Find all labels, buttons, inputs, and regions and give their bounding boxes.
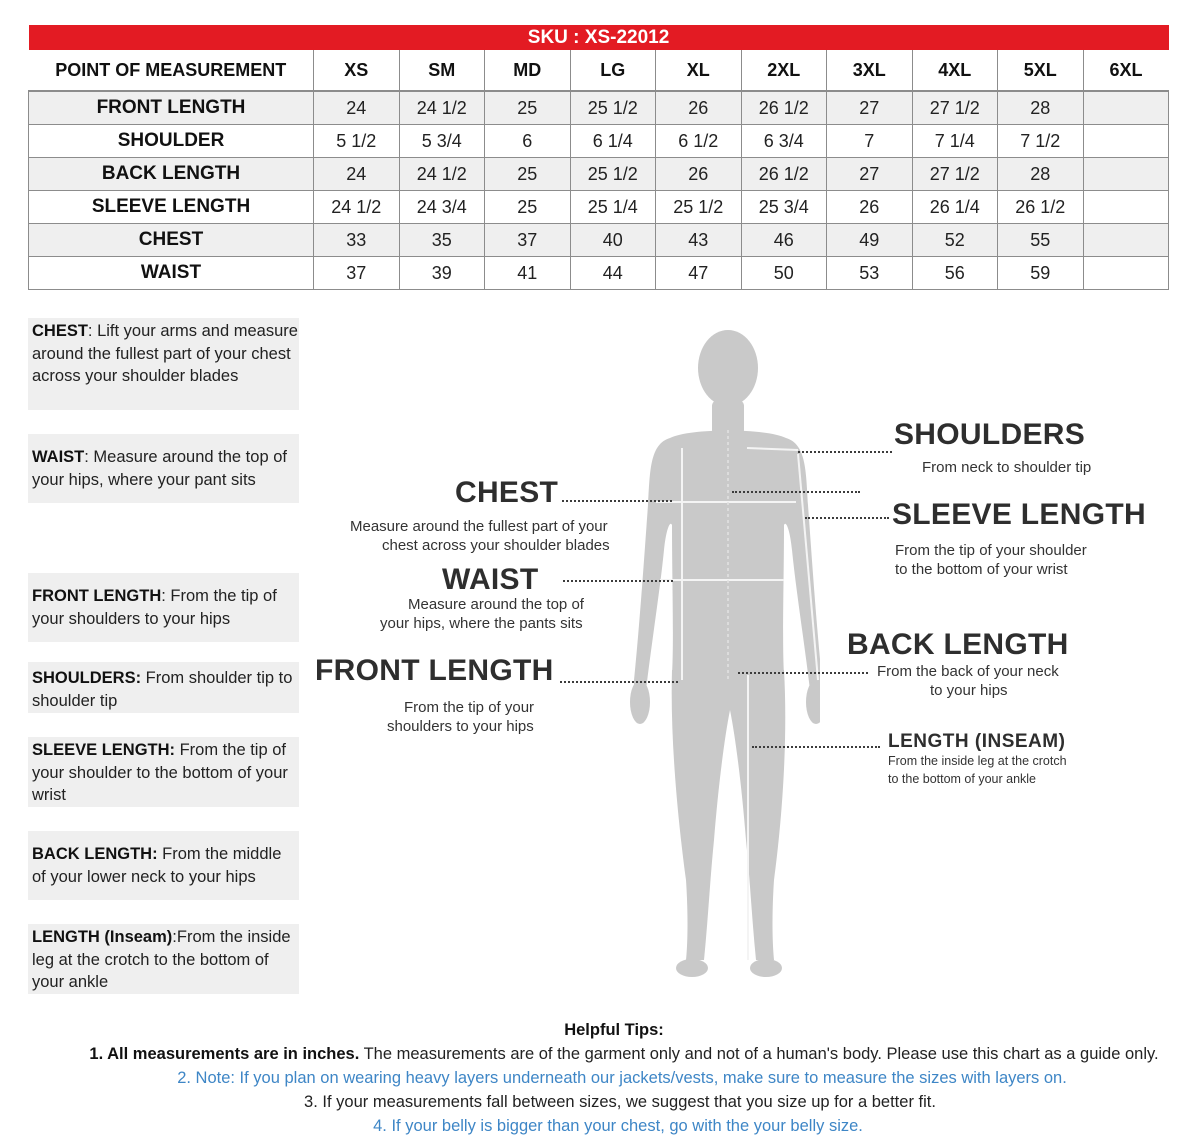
definition-text: :From the inside leg at the crotch to the bottom of your ankle [32, 928, 291, 992]
header-size: 5XL [998, 50, 1084, 91]
diagram-back-sub-1: From the back of your neck [877, 663, 1059, 680]
definition-term: SLEEVE LENGTH: [32, 741, 176, 759]
header-size: 4XL [912, 50, 998, 91]
diagram-inseam-title: LENGTH (INSEAM) [888, 731, 1066, 752]
definition-front-length [28, 573, 299, 642]
table-cell [1083, 158, 1169, 191]
diagram-chest-sub-1: Measure around the fullest part of your [350, 518, 608, 535]
table-row [29, 158, 1169, 191]
diagram-shoulders-title: SHOULDERS [894, 418, 1086, 451]
definition-text: : From the tip of your shoulders to your hips [32, 587, 277, 628]
table-cell: 56 [912, 257, 998, 290]
row-label: SLEEVE LENGTH [29, 191, 314, 224]
table-cell: 25 1/2 [570, 91, 656, 125]
definition-term: LENGTH (Inseam) [32, 928, 173, 946]
leader-line-front [560, 681, 678, 683]
table-cell: 26 1/2 [741, 91, 827, 125]
diagram-inseam-sub-1: From the inside leg at the crotch [888, 754, 1067, 768]
table-cell: 5 1/2 [314, 125, 400, 158]
table-cell [1083, 191, 1169, 224]
table-cell: 43 [656, 224, 742, 257]
table-cell: 46 [741, 224, 827, 257]
leader-line-inseam [752, 746, 880, 748]
header-size: 6XL [1083, 50, 1169, 91]
header-size: SM [399, 50, 485, 91]
definition-text: From shoulder tip to shoulder tip [32, 669, 293, 710]
table-cell: 27 [827, 91, 913, 125]
size-chart-table [28, 25, 1169, 290]
table-cell: 6 3/4 [741, 125, 827, 158]
table-cell: 6 1/2 [656, 125, 742, 158]
table-cell: 24 [314, 91, 400, 125]
table-cell: 27 1/2 [912, 91, 998, 125]
table-cell: 39 [399, 257, 485, 290]
definition-text: From the tip of your shoulder to the bottom of your wrist [32, 741, 288, 805]
header-size: MD [485, 50, 571, 91]
table-cell: 26 1/2 [998, 191, 1084, 224]
diagram-chest-title: CHEST [455, 476, 559, 509]
table-cell: 49 [827, 224, 913, 257]
header-size: 2XL [741, 50, 827, 91]
table-row [29, 91, 1169, 125]
diagram-shoulders-sub: From neck to shoulder tip [922, 459, 1092, 476]
header-point-of-measurement: POINT OF MEASUREMENT [29, 50, 314, 91]
table-cell: 25 3/4 [741, 191, 827, 224]
diagram-front-title: FRONT LENGTH [315, 654, 554, 687]
table-cell [1083, 257, 1169, 290]
table-cell: 26 1/4 [912, 191, 998, 224]
table-cell: 26 [656, 91, 742, 125]
leader-line-waist [563, 580, 673, 582]
tips-title: Helpful Tips: [564, 1021, 664, 1039]
table-cell: 41 [485, 257, 571, 290]
table-row [29, 257, 1169, 290]
definition-text: : Lift your arms and measure around the fullest part of your chest across your shoulder blades [32, 322, 298, 386]
table-cell: 7 [827, 125, 913, 158]
table-row [29, 224, 1169, 257]
definition-text: From the middle of your lower neck to your hips [32, 845, 282, 886]
table-cell: 26 1/2 [741, 158, 827, 191]
table-cell: 26 [656, 158, 742, 191]
table-cell: 7 1/2 [998, 125, 1084, 158]
table-cell: 7 1/4 [912, 125, 998, 158]
header-size: XL [656, 50, 742, 91]
definition-chest [28, 318, 299, 410]
table-cell: 28 [998, 158, 1084, 191]
table-cell: 25 [485, 91, 571, 125]
table-cell: 25 1/2 [570, 158, 656, 191]
table-cell: 40 [570, 224, 656, 257]
diagram-front-sub-1: From the tip of your [404, 699, 535, 716]
table-cell: 50 [741, 257, 827, 290]
table-cell [1083, 91, 1169, 125]
table-cell: 27 [827, 158, 913, 191]
table-cell: 33 [314, 224, 400, 257]
sku-bar [29, 25, 1169, 50]
definition-text: : Measure around the top of your hips, where your pant sits [32, 448, 287, 489]
header-size: XS [314, 50, 400, 91]
table-cell: 25 1/4 [570, 191, 656, 224]
table-cell: 24 1/2 [314, 191, 400, 224]
table-cell: 25 [485, 191, 571, 224]
table-cell [1083, 125, 1169, 158]
tip-2: 2. Note: If you plan on wearing heavy layers underneath our jackets/vests, make sure to measure the sizes with layers on. [177, 1069, 1067, 1087]
table-cell [1083, 224, 1169, 257]
table-row [29, 191, 1169, 224]
table-cell: 6 [485, 125, 571, 158]
diagram-waist-sub-1: Measure around the top of [408, 596, 584, 613]
tip-1-text: The measurements are of the garment only and not of a human's body. Please use this chart as a guide only. [359, 1045, 1159, 1063]
sku-label: SKU : XS-22012 [29, 25, 1169, 50]
leader-line-sleeve [805, 517, 889, 519]
table-cell: 25 [485, 158, 571, 191]
leader-line-back [738, 672, 868, 674]
definition-back-length [28, 831, 299, 900]
table-cell: 28 [998, 91, 1084, 125]
row-label: CHEST [29, 224, 314, 257]
table-cell: 26 [827, 191, 913, 224]
table-cell: 24 [314, 158, 400, 191]
table-cell: 35 [399, 224, 485, 257]
definition-term: FRONT LENGTH [32, 587, 162, 605]
row-label: WAIST [29, 257, 314, 290]
diagram-sleeve-sub-1: From the tip of your shoulder [895, 542, 1087, 559]
table-cell: 47 [656, 257, 742, 290]
diagram-waist-sub-2: your hips, where the pants sits [380, 615, 583, 632]
row-label: SHOULDER [29, 125, 314, 158]
table-cell: 52 [912, 224, 998, 257]
table-cell: 24 1/2 [399, 91, 485, 125]
body-silhouette-figure [560, 320, 820, 990]
table-cell: 24 1/2 [399, 158, 485, 191]
table-cell: 55 [998, 224, 1084, 257]
definition-term: SHOULDERS: [32, 669, 142, 687]
tip-4: 4. If your belly is bigger than your chest, go with the your belly size. [373, 1117, 863, 1135]
tip-1 [24, 1045, 1200, 1064]
table-cell: 44 [570, 257, 656, 290]
diagram-back-title: BACK LENGTH [847, 628, 1069, 661]
diagram-front-sub-2: shoulders to your hips [387, 718, 534, 735]
table-cell: 25 1/2 [656, 191, 742, 224]
definition-term: BACK LENGTH: [32, 845, 158, 863]
diagram-sleeve-title: SLEEVE LENGTH [892, 498, 1146, 531]
diagram-sleeve-sub-2: to the bottom of your wrist [895, 561, 1068, 578]
definition-term: CHEST [32, 322, 88, 340]
table-cell: 5 3/4 [399, 125, 485, 158]
row-label: BACK LENGTH [29, 158, 314, 191]
leader-line-shoulders [798, 451, 892, 453]
definition-waist [28, 434, 299, 503]
row-label: FRONT LENGTH [29, 91, 314, 125]
definition-shoulders [28, 662, 299, 713]
table-cell: 37 [314, 257, 400, 290]
table-cell: 27 1/2 [912, 158, 998, 191]
table-cell: 59 [998, 257, 1084, 290]
diagram-chest-sub-2: chest across your shoulder blades [382, 537, 610, 554]
table-cell: 37 [485, 224, 571, 257]
table-row [29, 125, 1169, 158]
table-cell: 6 1/4 [570, 125, 656, 158]
table-cell: 53 [827, 257, 913, 290]
diagram-back-sub-2: to your hips [930, 682, 1008, 699]
header-size: LG [570, 50, 656, 91]
diagram-waist-title: WAIST [442, 563, 539, 596]
definition-sleeve-length [28, 737, 299, 807]
leader-line-chest-right [732, 491, 860, 493]
diagram-inseam-sub-2: to the bottom of your ankle [888, 772, 1037, 786]
tip-1-bold: 1. All measurements are in inches. [89, 1045, 360, 1063]
table-header-row [29, 50, 1169, 91]
definition-term: WAIST [32, 448, 85, 466]
definition-inseam [28, 924, 299, 994]
header-size: 3XL [827, 50, 913, 91]
table-cell: 24 3/4 [399, 191, 485, 224]
leader-line-chest [562, 500, 672, 502]
tip-3: 3. If your measurements fall between sizes, we suggest that you size up for a better fit. [304, 1093, 936, 1111]
